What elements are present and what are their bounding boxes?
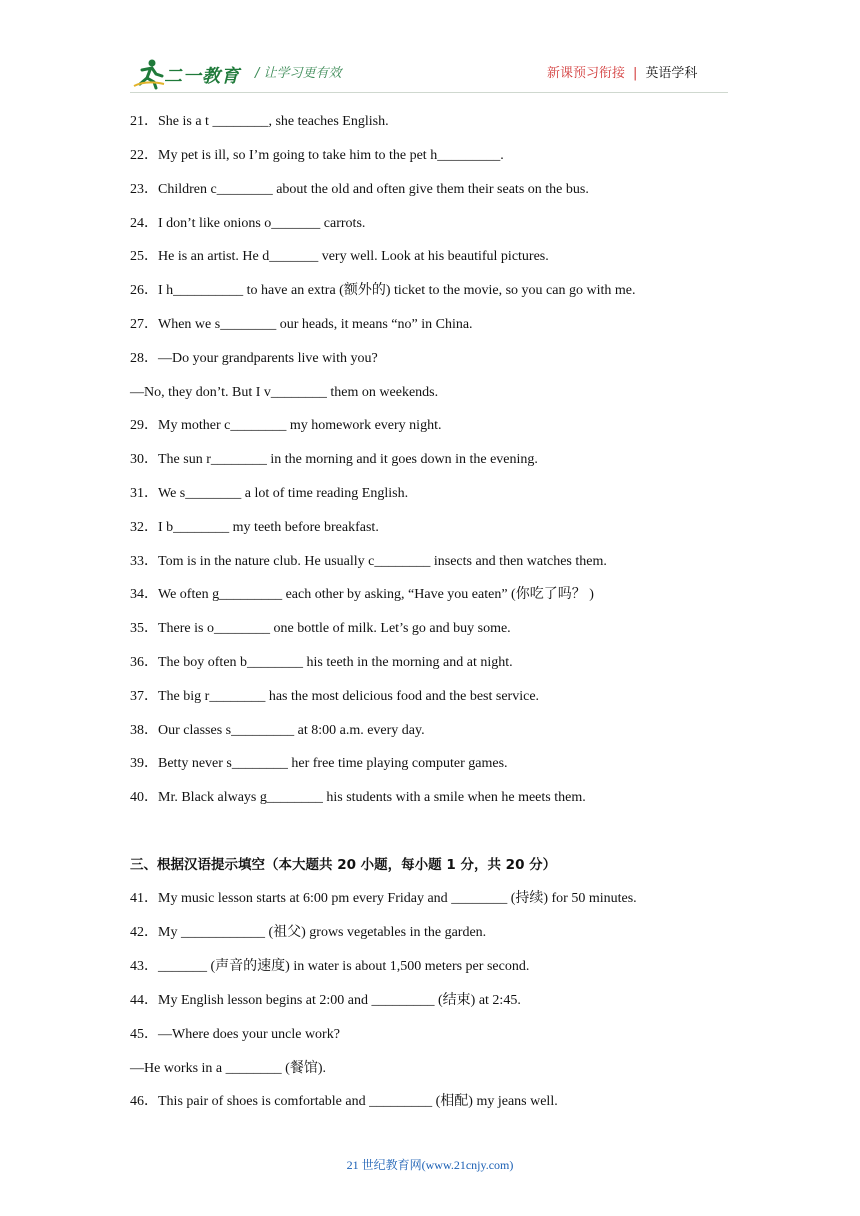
answer-blank: _________ bbox=[219, 587, 283, 602]
answer-blank: ________ bbox=[231, 756, 288, 771]
answer-blank: ________ bbox=[212, 114, 269, 129]
answer-blank: ________ bbox=[209, 689, 266, 704]
answer-blank: _______ bbox=[271, 216, 321, 231]
answer-blank: ________ bbox=[216, 182, 273, 197]
answer-blank: ________ bbox=[230, 418, 287, 433]
question-line: 36．The boy often b________ his teeth in the morning and at night. bbox=[130, 655, 513, 670]
question-line: 25．He is an artist. He d_______ very well. Look at his beautiful pictures. bbox=[130, 249, 549, 264]
question-line: 40．Mr. Black always g________ his students with a smile when he meets them. bbox=[130, 790, 586, 805]
answer-blank: _______ bbox=[269, 249, 319, 264]
answer-blank: ________ bbox=[225, 1061, 282, 1076]
section-heading: 三、根据汉语提示填空（本大题共 20 小题，每小题 1 分，共 20 分） bbox=[130, 857, 557, 873]
answer-blank: _________ bbox=[369, 1094, 433, 1109]
question-line: —He works in a ________ (餐馆). bbox=[130, 1061, 326, 1076]
page-header bbox=[0, 0, 860, 100]
header-course-title: 新课预习衔接 bbox=[547, 66, 626, 81]
question-line: 24．I don’t like onions o_______ carrots. bbox=[130, 216, 366, 231]
answer-blank: ________ bbox=[374, 554, 431, 569]
runner-logo-icon bbox=[132, 58, 166, 90]
question-line: 26．I h__________ to have an extra (额外的) ticket to the movie, so you can go with me. bbox=[130, 283, 636, 298]
answer-blank: _______ bbox=[158, 959, 207, 974]
answer-blank: ________ bbox=[213, 621, 270, 636]
question-line: 28．—Do your grandparents live with you? bbox=[130, 351, 378, 366]
question-line: 46．This pair of shoes is comfortable and _________ (相配) my jeans well. bbox=[130, 1094, 558, 1109]
answer-blank: ________ bbox=[270, 385, 327, 400]
answer-blank: __________ bbox=[173, 283, 244, 298]
question-line: 35．There is o________ one bottle of milk. Let’s go and buy some. bbox=[130, 621, 511, 636]
question-line: 29．My mother c________ my homework every night. bbox=[130, 418, 442, 433]
question-line: 31．We s________ a lot of time reading English. bbox=[130, 486, 409, 501]
answer-blank: ________ bbox=[173, 520, 230, 535]
question-line: 33．Tom is in the nature club. He usually c________ insects and then watches them. bbox=[130, 554, 607, 569]
question-line: 42．My ____________ (祖父) grows vegetables in the garden. bbox=[130, 925, 487, 940]
question-line: 27．When we s________ our heads, it means “no” in China. bbox=[130, 317, 473, 332]
header-slogan: / 让学习更有效 bbox=[255, 66, 342, 81]
question-line: 41．My music lesson starts at 6:00 pm every Friday and ________ (持续) for 50 minutes. bbox=[130, 891, 637, 906]
answer-blank: ________ bbox=[247, 655, 304, 670]
answer-blank: ____________ bbox=[180, 925, 265, 940]
question-line: 32．I b________ my teeth before breakfast. bbox=[130, 520, 379, 535]
page-footer: 21 世纪教育网(www.21cnjy.com) bbox=[346, 1158, 514, 1172]
question-line: 45．—Where does your uncle work? bbox=[130, 1027, 340, 1042]
answer-blank: ________ bbox=[185, 486, 242, 501]
answer-blank: _________ bbox=[437, 148, 501, 163]
question-line: 38．Our classes s_________ at 8:00 a.m. every day. bbox=[130, 723, 425, 738]
logo-text: 二一教育 bbox=[164, 66, 240, 86]
header-subject: 英语学科 bbox=[645, 66, 698, 81]
question-line: 43．_______ (声音的速度) in water is about 1,500 meters per second. bbox=[130, 959, 530, 974]
answer-blank: ________ bbox=[451, 891, 508, 906]
answer-blank: ________ bbox=[210, 452, 267, 467]
question-line: —No, they don’t. But I v________ them on weekends. bbox=[130, 385, 439, 400]
question-line: 22．My pet is ill, so I’m going to take him to the pet h_________. bbox=[130, 148, 504, 163]
header-separator: | bbox=[633, 66, 638, 81]
answer-blank: _________ bbox=[231, 723, 295, 738]
answer-blank: ________ bbox=[220, 317, 277, 332]
logo bbox=[132, 58, 242, 92]
question-line: 37．The big r________ has the most delicious food and the best service. bbox=[130, 689, 540, 704]
question-line: 44．My English lesson begins at 2:00 and _________ (结束) at 2:45. bbox=[130, 993, 521, 1008]
header-right bbox=[547, 62, 697, 81]
answer-blank: _________ bbox=[371, 993, 435, 1008]
question-line: 39．Betty never s________ her free time playing computer games. bbox=[130, 756, 508, 771]
question-line: 23．Children c________ about the old and often give them their seats on the bus. bbox=[130, 182, 589, 197]
question-line: 30．The sun r________ in the morning and it goes down in the evening. bbox=[130, 452, 538, 467]
answer-blank: ________ bbox=[266, 790, 323, 805]
header-divider bbox=[130, 92, 728, 93]
question-line: 21．She is a t ________, she teaches English. bbox=[130, 114, 389, 129]
question-line: 34．We often g_________ each other by asking, “Have you eaten” (你吃了吗？ ) bbox=[130, 587, 594, 602]
